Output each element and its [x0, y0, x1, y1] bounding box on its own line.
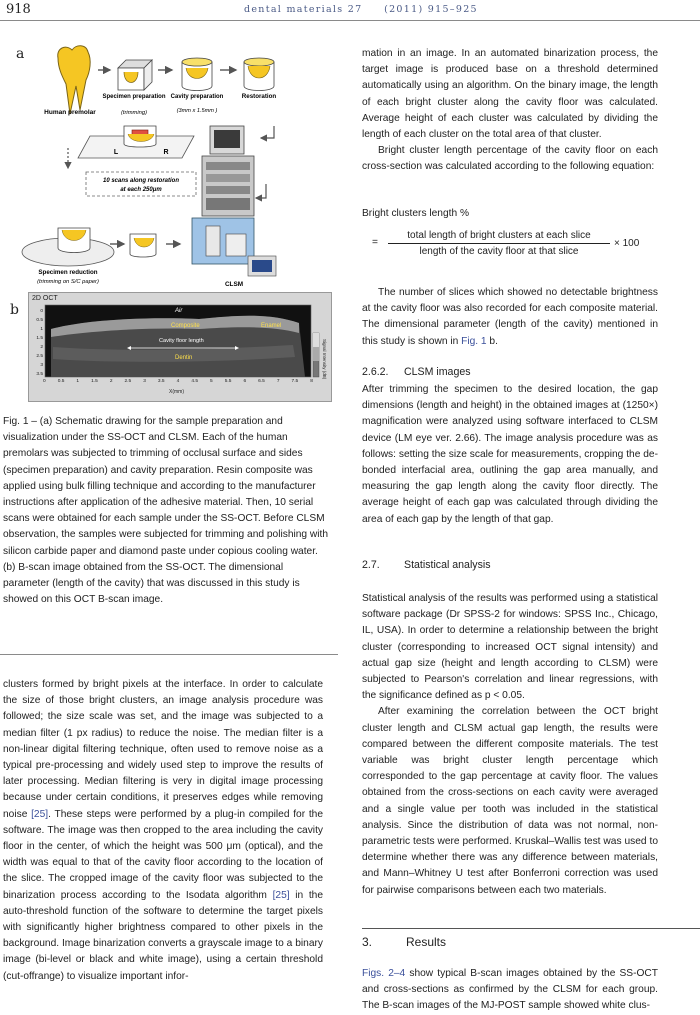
bscan-x-ticks	[43, 379, 313, 384]
x-tick: 3	[143, 379, 146, 384]
x-tick: 6	[243, 379, 247, 384]
x-tick: 3.5	[157, 379, 165, 384]
label-r: R	[163, 149, 169, 156]
x-tick: 2	[109, 379, 113, 384]
header-rule	[0, 20, 700, 21]
ss-oct-device-icon	[202, 126, 254, 216]
left-paragraph	[3, 677, 323, 985]
label-l: L	[113, 149, 119, 156]
equation-denominator: length of the cavity floor at that slice	[419, 246, 579, 257]
x-tick: 8	[310, 379, 313, 384]
citation-link[interactable]: [25]	[272, 889, 290, 901]
bscan-composite-label: Composite	[171, 323, 200, 329]
caption-rule	[0, 654, 338, 655]
specimen-reduction-icon	[22, 228, 114, 266]
right-column-text	[362, 46, 658, 176]
right-paragraph: Statistical analysis of the results was performed using a statistical software package (Dr SPSS-2 for windows: SPSS Inc., Chicago, IL, USA). In order to determine a relationship between the bright cluster (corresponding to increased OCT signal intensity) and actual gap size (height and length according to CLSM) were subjected to Pearson's correlation and linear regressions, with the significance defined as p < 0.05.	[362, 593, 658, 702]
text-run: The number of slices which showed no detectable brightness at the cavity floor was also recorded for each composite material. The dimensional parameter (length of the cavity) mentioned in this study is shown in	[362, 287, 658, 347]
x-tick: 0.5	[57, 379, 65, 384]
running-header	[244, 4, 478, 15]
y-tick: 3.5	[36, 372, 43, 377]
left-column-text	[3, 677, 323, 985]
equation-times-100: × 100	[614, 238, 640, 249]
section-heading-2-7	[362, 559, 491, 571]
equation-equals: =	[372, 237, 378, 248]
specimen-block-icon	[118, 60, 152, 90]
x-tick: 4	[176, 379, 180, 384]
section-number: 2.6.2.	[362, 366, 389, 378]
x-tick: 1.5	[91, 379, 98, 384]
x-tick: 5	[210, 379, 213, 384]
panel-b-label: b	[10, 302, 19, 318]
label-specimen-reduction: Specimen reduction	[38, 269, 98, 276]
section-number: 3.	[362, 935, 373, 949]
section-title: CLSM images	[404, 366, 471, 378]
figure-link[interactable]: Figs. 2–4	[362, 968, 406, 979]
y-tick: 1.5	[36, 336, 43, 341]
figure-link[interactable]: Fig. 1	[461, 335, 487, 347]
clsm-device-icon	[192, 218, 276, 276]
premolar-tooth-icon	[58, 46, 90, 114]
right-paragraph	[362, 966, 658, 1015]
section-title: Results	[406, 935, 447, 949]
y-tick: 0	[40, 309, 43, 314]
text-run: show typical B-scan images obtained by the SS-OCT and cross-sections as confirmed by the CLSM for each group. The B-scan images of the MJ-POST sample showed white clus-	[362, 968, 658, 1012]
bscan-x-axis-label: X(mm)	[169, 389, 184, 395]
right-paragraph: mation in an image. In an automated binarization process, the target image is produced base on a threshold determined automatically using an algorithm. On the binary image, the length of each bright cluster along the cavity floor was calculated. Average height of each cluster was calculated by dividing the length of each cluster on the total area of that cluster.	[362, 48, 658, 141]
section-heading-3	[362, 935, 446, 949]
journal-name: dental materials 27	[244, 4, 363, 15]
x-tick: 0	[43, 379, 46, 384]
y-tick: 0.5	[36, 318, 43, 323]
bscan-y-ticks	[31, 307, 43, 379]
x-tick: 7.5	[291, 379, 299, 384]
label-clsm: CLSM	[224, 281, 244, 288]
bscan-window	[28, 292, 332, 402]
x-tick: 4.5	[191, 379, 198, 384]
label-specimen-prep: Specimen preparation	[102, 94, 166, 100]
x-tick: 5.5	[224, 379, 232, 384]
bscan-air-label: Air	[175, 308, 183, 314]
section-title: Statistical analysis	[404, 559, 491, 571]
equation-numerator: total length of bright clusters at each slice	[407, 230, 591, 241]
right-column-text-2	[362, 285, 658, 350]
bscan-signal-label: Signal Intensity (dB)	[322, 339, 327, 380]
y-tick: 3	[40, 363, 43, 368]
fraction-bar	[388, 243, 610, 244]
section-heading-2-6-2	[362, 366, 471, 378]
right-column-text-5	[362, 966, 658, 1015]
text-run: . These steps were performed by a plug-in compiled for the software. The image was then cropped to the area including the cavity floor in the center, of which the height was 500 μm (optical), and the width was equal to that of the cavity floor according to the location of the slice. The cropped image of the cavity floor was subjected to the binarization process according to the Isodata algorithm	[3, 808, 323, 901]
bscan-dentin-label: Dentin	[175, 355, 193, 361]
panel-a-label: a	[16, 46, 25, 62]
x-tick: 7	[276, 379, 280, 384]
journal-year-pages: (2011) 915–925	[384, 4, 478, 15]
label-human-premolar: Human premolar	[44, 109, 96, 116]
results-rule	[362, 928, 700, 929]
label-scans-line1: 10 scans along restoration	[102, 178, 180, 184]
x-tick: 2.5	[124, 379, 132, 384]
sliced-sample-icon	[78, 126, 194, 158]
text-run: b.	[486, 335, 498, 347]
right-paragraph: Bright cluster length percentage of the cavity floor on each cross-section was calculated according to the following equation:	[362, 145, 658, 173]
x-tick: 1	[76, 379, 80, 384]
bscan-cavity-floor-label: Cavity floor length	[159, 338, 204, 344]
bscan-enamel-label: Enamel	[261, 323, 282, 329]
label-restoration: Restoration	[241, 93, 277, 100]
cavity-block-icon	[182, 58, 212, 91]
x-tick: 6.5	[258, 379, 265, 384]
preparation-schematic	[6, 30, 331, 288]
label-trimming: (trimming)	[120, 110, 148, 116]
right-paragraph	[362, 285, 658, 350]
y-tick: 2.5	[36, 354, 43, 359]
section-number: 2.7.	[362, 559, 380, 571]
reduced-specimen-icon	[130, 234, 156, 257]
text-run: clusters formed by bright pixels at the interface. In order to calculate the size of those bright clusters, an image analysis procedure was followed; the size scale was set, and the image was subjected to a median filter (1 px radius) to reduce the noise. The median filter is a non-linear digital filtering technique, often used to remove noise as a typical pre-processing and widely used step to improve the results of later processing. Median filtering is very in digital image processing because under certain conditions, it preserves edges while removing noise	[3, 679, 323, 820]
label-cavity-size: (3mm x 1.5mm )	[176, 108, 218, 114]
figure-caption: Fig. 1 – (a) Schematic drawing for the sample preparation and visualization under the SS-OCT and CLSM. Each of the human premolars was subjected to trimming of occlusal surface and sides (specimen preparation) and cavity preparation. Resin composite was applied using bulk filling technique and according to the manufacturer instructions after application of the adhesive material. Then, 10 serial scans were obtained for each sample under the SS-OCT. Before CLSM observation, the samples were subjected for trimming and polishing with silicon carbide paper and diamond paste under copious cooling water. (b) B-scan image obtained from the SS-OCT. The dimensional parameter (length of the cavity) that was discussed in this study is showed on this OCT B-scan image.	[3, 416, 329, 606]
label-scans-line2: at each 250μm	[120, 187, 162, 193]
equation-label: Bright clusters length %	[362, 208, 470, 219]
label-cavity-prep: Cavity preparation	[170, 94, 224, 100]
right-paragraph: After examining the correlation between the OCT bright cluster length and CLSM actual gap length, the results were compared between the different composite materials. The test variable was bright cluster length percentage which corresponded to the gap percentage at cavity floor. The values obtained from the cross-sections on each cavity were averaged and a single value per tooth was included in the statistical analysis. Since the distribution of data was not normal, non-parametric tests were performed. Kruskal–Wallis test was used to determine whether there was any difference between materials, and Mann–Whitney U test after Bonferroni correction was used for pairwise comparisons between each two materials.	[362, 706, 658, 896]
page-number: 918	[6, 2, 31, 17]
label-specimen-reduction-sub: (trimming on S/C paper)	[37, 279, 99, 285]
restoration-block-icon	[244, 58, 274, 91]
right-column-text-3	[362, 382, 658, 528]
bscan-title: 2D OCT	[32, 295, 58, 302]
y-tick: 2	[40, 345, 43, 350]
right-paragraph: After trimming the specimen to the desired location, the gap dimensions (length and height) in the obtained images at (1250×) magnification were analyzed using software interfaced to CLSM device (LM eye ver. 2.66). The image analysis procedure was as follows: setting the size scale for measurements, cropping the de-bonded interfacial area, outlining the gap area manually, and measuring the gap length along the cavity floor directly. The average height of each gap was calculated through dividing the area of each gap by the length of that gap.	[362, 384, 658, 525]
right-column-text-4	[362, 591, 658, 899]
citation-link[interactable]: [25]	[31, 808, 49, 820]
text-run: in the auto-threshold function of the software to determine the target pixels with significantly higher brightness compared to other pixels in the background. Image binarization converts a grayscale image to a binary image (bi-level or black and white image), using a certain threshold (cut-offrange) to visualize important infor-	[3, 889, 323, 982]
y-tick: 1	[40, 327, 43, 332]
figure-panel-a	[6, 30, 331, 288]
